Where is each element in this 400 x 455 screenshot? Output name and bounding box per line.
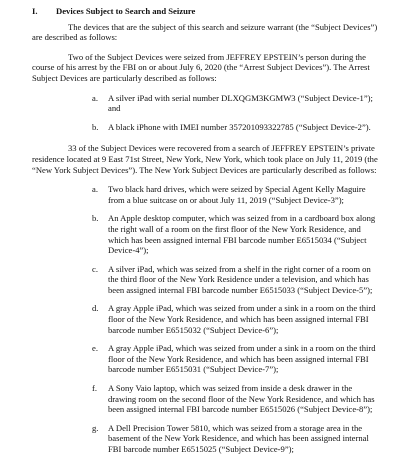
list-marker: c. bbox=[92, 263, 98, 274]
list-item bbox=[32, 122, 378, 133]
list-item bbox=[32, 184, 378, 205]
list-item bbox=[32, 93, 378, 114]
section-heading bbox=[32, 6, 378, 17]
list-item bbox=[32, 303, 378, 335]
list-item-text: A black iPhone with IMEI number 357201093322785 (“Subject Device-2”). bbox=[108, 121, 371, 132]
list-item-text: A gray Apple iPad, which was seized from under a sink in a room on the third floor of the New York Residence, and which has been assigned internal FBI barcode number E6515031 (“Subject Device-7”); bbox=[108, 343, 376, 375]
arrest-devices-paragraph: Two of the Subject Devices were seized from JEFFREY EPSTEIN’s person during the course of his arrest by the FBI on or about July 6, 2020 (the “Arrest Subject Devices”). The Arrest Subject Devices are particularly described as follows: bbox=[32, 51, 370, 83]
list-item-text: A silver iPad with serial number DLXQGM3KGMW3 (“Subject Device-1”); and bbox=[108, 92, 373, 114]
residence-devices-list bbox=[32, 184, 378, 454]
list-marker: d. bbox=[92, 303, 99, 314]
list-item bbox=[32, 264, 378, 296]
list-item bbox=[32, 423, 378, 455]
list-marker: b. bbox=[92, 121, 99, 132]
residence-devices-paragraph: 33 of the Subject Devices were recovered from a search of JEFFREY EPSTEIN’s private residence located at 9 East 71st Street, New York, New York, which took place on July 11, 2019 (the “New York Subject Devices”). The New York Subject Devices are particularly described as follows: bbox=[32, 143, 378, 175]
list-item bbox=[32, 213, 378, 255]
list-item-text: An Apple desktop computer, which was seized from in a cardboard box along the right wall of a room on the first floor of the New York Residence, and which has been assigned internal FBI barcode number E6515034 (“Subject Device-4”); bbox=[108, 213, 376, 256]
list-item bbox=[32, 383, 378, 415]
list-item-text: A gray Apple iPad, which was seized from under a sink in a room on the third floor of the New York Residence, and which has been assigned internal FBI barcode number E6515032 (“Subject Device-6”); bbox=[108, 303, 376, 335]
list-item bbox=[32, 343, 378, 375]
list-marker: f. bbox=[92, 383, 98, 394]
list-marker: g. bbox=[92, 422, 99, 433]
section-title: Devices Subject to Search and Seizure bbox=[56, 6, 196, 16]
list-marker: a. bbox=[92, 184, 98, 195]
list-marker: b. bbox=[92, 213, 99, 224]
list-item-text: A Dell Precision Tower 5810, which was seized from a storage area in the basement of the New York Residence, and which has been assigned internal FBI barcode number E6515025 (“Subject Device-9”); bbox=[108, 422, 369, 454]
list-item-text: A Sony Vaio laptop, which was seized from inside a desk drawer in the drawing room on the second floor of the New York Residence, and which has been assigned internal FBI barcode number E6515026 (“Subject Device-8”); bbox=[108, 383, 375, 415]
section-number: I. bbox=[32, 6, 38, 16]
list-item-text: Two black hard drives, which were seized by Special Agent Kelly Maguire from a blue suitcase on or about July 11, 2019 (“Subject Device-3”); bbox=[108, 184, 366, 205]
list-item-text: A silver iPad, which was seized from a shelf in the right corner of a room on the third floor of the New York Residence under a television, and which has been assigned internal FBI barcode number E6515033 (“Subject Device-5”); bbox=[108, 263, 373, 295]
list-marker: e. bbox=[92, 343, 98, 354]
list-marker: a. bbox=[92, 92, 98, 103]
arrest-devices-list bbox=[32, 93, 378, 133]
intro-paragraph: The devices that are the subject of this search and seizure warrant (the “Subject Devices”) are described as follows: bbox=[32, 21, 378, 43]
